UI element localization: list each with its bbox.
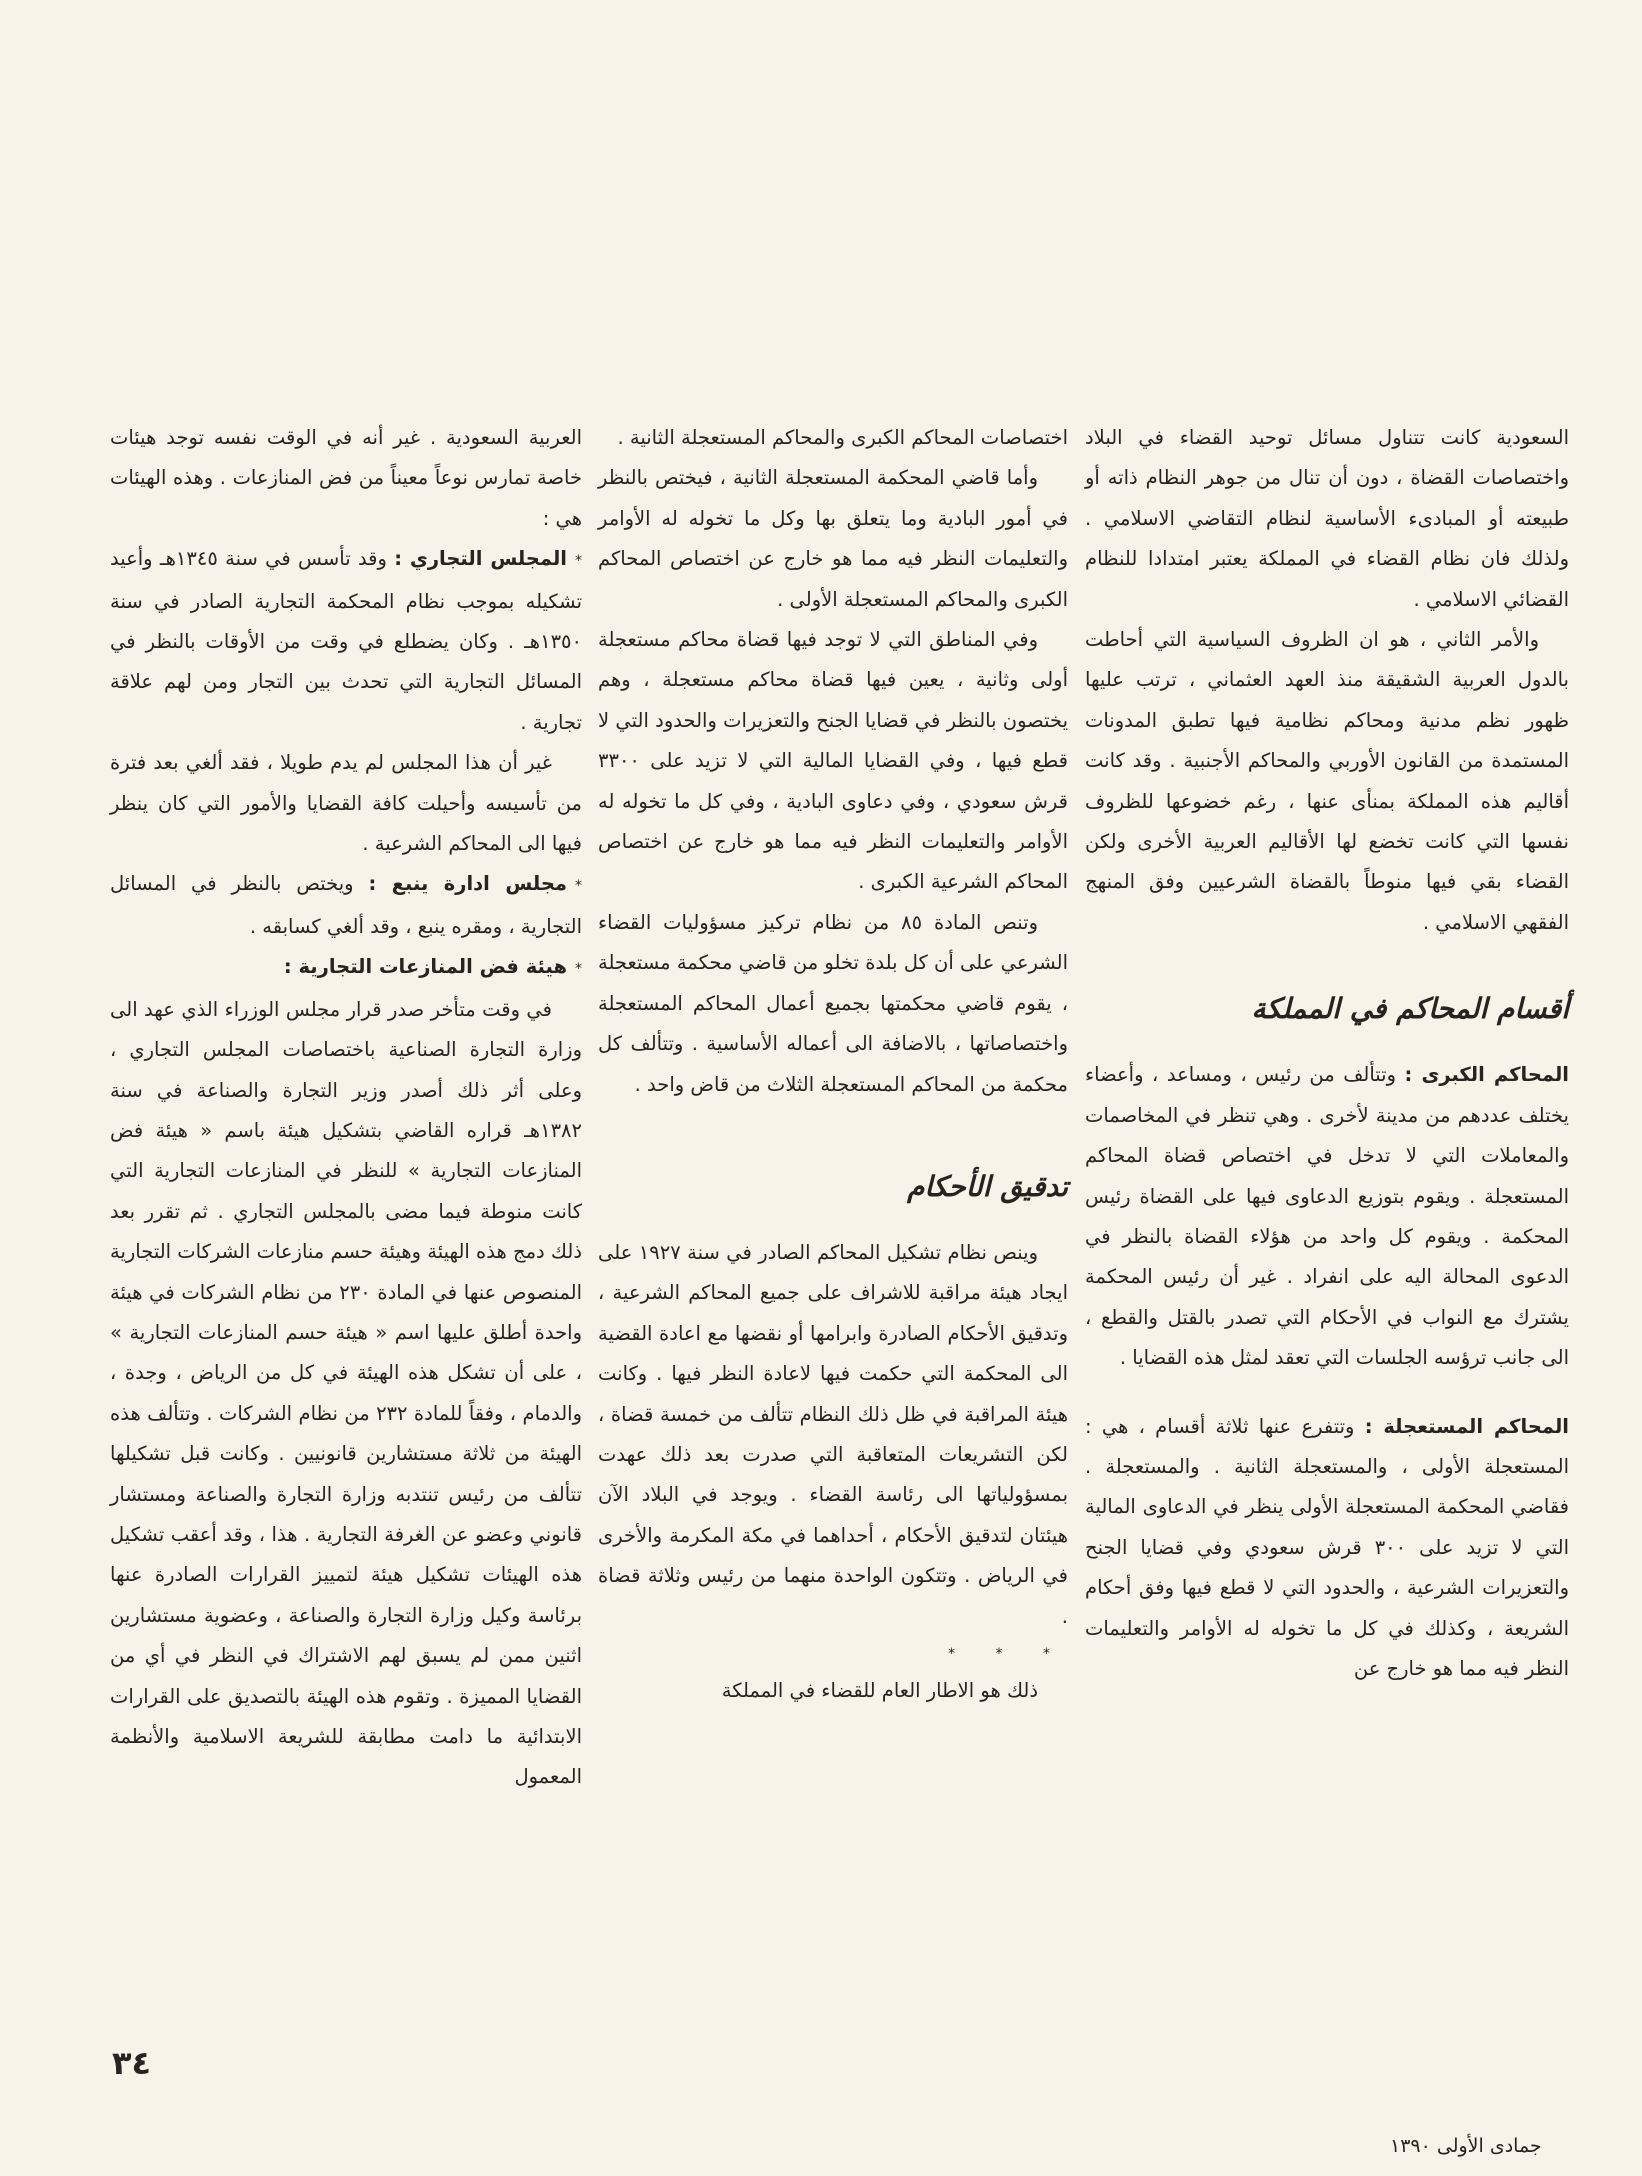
term-label: المحاكم الكبرى :: [1404, 1063, 1569, 1087]
paragraph: والأمر الثاني ، هو ان الظروف السياسية التي أحاطت بالدول العربية الشقيقة منذ العهد العثماني ، ترتب عليها ظهور نظم مدنية ومحاكم نظامية فيها تطبق المدونات المستمدة من القانون الأوربي والمحاكم الأجنبية . وقد كانت أقاليم هذه المملكة بمنأى عنها ، رغم خضوعها للظروف نفسها التي كانت تخضع لها الأقاليم العربية الأخرى ولكن القضاء بقي فيها منوطاً بالقضاة الشرعيين وفق المنهج الفقهي الاسلامي .: [1085, 628, 1569, 934]
paragraph: السعودية كانت تتناول مسائل توحيد القضاء في البلاد واختصاصات القضاة ، دون أن تنال من جوهر النظام ذاته أو طبيعته أو المبادىء الأساسية لنظام التقاضي الاسلامي . ولذلك فان نظام القضاء في المملكة يعتبر امتدادا للنظام القضائي الاسلامي .: [1085, 426, 1569, 611]
heading-text: أقسام المحاكم في المملكة: [1251, 992, 1569, 1026]
paragraph-text: وقد تأسس في سنة ١٣٤٥هـ وأعيد تشكيله بموجب نظام المحكمة التجارية الصادر في سنة ١٣٥٠هـ . وكان يضطلع في وقت من الأوقات بالنظر في المسائل التجارية التي تحدث بين التجار ومن لهم علاقة تجارية .: [110, 547, 582, 734]
paragraph: وتنص المادة ٨٥ من نظام تركيز مسؤوليات القضاء الشرعي على أن كل بلدة تخلو من قاضي محكمة مستعجلة ، يقوم قاضي محكمتها بجميع أعمال المحاكم المستعجلة واختصاصاتها ، بالاضافة الى أعماله الأساسية . وتتألف كل محكمة من المحاكم المستعجلة الثلاث من قاض واحد .: [598, 910, 1068, 1096]
paragraph: [110, 864, 582, 947]
spacer: [1085, 1379, 1569, 1407]
issue-date-footer: جمادى الأولى ١٣٩٠: [1390, 2135, 1542, 2157]
term-label: مجلس ادارة ينبع :: [368, 872, 567, 896]
paragraph: غير أن هذا المجلس لم يدم طويلا ، فقد ألغي بعد فترة من تأسيسه وأحيلت كافة القضايا والأمور التي كان ينظر فيها الى المحاكم الشرعية .: [110, 751, 582, 856]
section-divider-stars: * * *: [948, 1645, 1068, 1662]
term-label: المجلس التجاري :: [394, 547, 567, 571]
paragraph-text: وتتفرع عنها ثلاثة أقسام ، هي : المستعجلة الأولى ، والمستعجلة الثانية . والمستعجلة . فقاضي المحكمة المستعجلة الأولى ينظر في الدعاوى المالية التي لا تزيد على ٣٠٠ قرش سعودي وفي قضايا الجنح والتعزيرات الشرعية ، والحدود التي لا قطع فيها وفق أحكام الشريعة ، وكذلك في كل ما تخوله له الأوامر والتعليمات النظر فيه مما هو خارج عن: [1085, 1414, 1569, 1680]
section-heading: [1085, 987, 1569, 1031]
bullet-star: *: [575, 961, 582, 978]
paragraph: في وقت متأخر صدر قرار مجلس الوزراء الذي عهد الى وزارة التجارة الصناعية باختصاصات المجلس التجاري ، وعلى أثر ذلك أصدر وزير التجارة والصناعة في سنة ١٣٨٢هـ قراره القاضي بتشكيل هيئة باسم « هيئة فض المنازعات التجارية » للنظر في المنازعات التجارية التي كانت منوطة فيما مضى بالمجلس التجاري . ثم تقرر بعد ذلك دمج هذه الهيئة وهيئة حسم منازعات الشركات التجارية المنصوص عنها في المادة ٢٣٠ من نظام الشركات في هيئة واحدة أطلق عليها اسم « هيئة حسم المنازعات التجارية » ، على أن تشكل هذه الهيئة في كل من الرياض ، وجدة ، والدمام ، وفقاً للمادة ٢٣٢ من نظام الشركات . وتتألف هذه الهيئة من ثلاثة مستشارين قانونيين . وكانت قبل تشكيلها تتألف من رئيس تنتدبه وزارة التجارة والصناعة ومستشار قانوني وعضو عن الغرفة التجارية . هذا ، وقد أعقب تشكيل هذه الهيئات تشكيل هيئة لتمييز القرارات الصادرة عنها برئاسة وكيل وزارة التجارة والصناعة ، وعضوية مستشارين اثنين ممن لم يسبق لهم الاشتراك في النظر في أي من القضايا المميزة . وتقوم هذه الهيئة بالتصديق على القرارات الابتدائية ما دامت مطابقة للشريعة الاسلامية والأنظمة المعمول: [110, 997, 582, 1789]
paragraph: [1085, 1055, 1569, 1378]
bullet-star: *: [574, 553, 582, 570]
middle-column: [598, 418, 1068, 1711]
paragraph: وفي المناطق التي لا توجد فيها قضاة محاكم مستعجلة أولى وثانية ، يعين فيها قضاة محاكم مستعجلة ، وهم يختصون بالنظر في قضايا الجنح والتعزيرات والحدود التي لا قطع فيها ، وفي القضايا المالية التي لا تزيد على ٣٣٠٠ قرش سعودي ، وفي دعاوى البادية ، وفي كل ما تخوله له الأوامر والتعليمات النظر فيه مما هو خارج عن اختصاص المحاكم الشرعية الكبرى .: [598, 628, 1068, 894]
right-column: [1085, 418, 1569, 1689]
term-label: هيئة فض المنازعات التجارية :: [283, 955, 567, 979]
page-number: ٣٤: [112, 2044, 152, 2082]
paragraph: وأما قاضي المحكمة المستعجلة الثانية ، فيختص بالنظر في أمور البادية وما يتعلق بها وكل ما تخوله له الأوامر والتعليمات النظر فيه مما هو خارج عن اختصاص المحاكم الكبرى والمحاكم المستعجلة الأولى .: [598, 466, 1068, 611]
paragraph-text: وتتألف من رئيس ، ومساعد ، وأعضاء يختلف عددهم من مدينة لأخرى . وهي تنظر في المخاصمات والمعاملات التي لا تدخل في اختصاص قضاة المحاكم المستعجلة . ويقوم بتوزيع الدعاوى فيها على القضاة رئيس المحكمة . ويقوم كل واحد من هؤلاء القضاة بالنظر في الدعوى المحالة اليه على انفراد . غير أن رئيس المحكمة يشترك مع النواب في الأحكام التي تصدر بالقتل والقطع ، الى جانب ترؤسه الجلسات التي تعقد لمثل هذه القضايا .: [1085, 1063, 1569, 1370]
paragraph: [110, 539, 582, 743]
paragraph: [110, 947, 582, 989]
left-column: [110, 418, 582, 1798]
heading-text: تدقيق الأحكام: [907, 1169, 1068, 1203]
bullet-star: *: [575, 878, 582, 895]
paragraph: [1085, 1407, 1569, 1690]
paragraph: العربية السعودية . غير أنه في الوقت نفسه توجد هيئات خاصة تمارس نوعاً معيناً من فض المنازعات . وهذه الهيئات هي :: [110, 426, 582, 530]
paragraph: وينص نظام تشكيل المحاكم الصادر في سنة ١٩٢٧ على ايجاد هيئة مراقبة للاشراف على جميع المحاكم الشرعية ، وتدقيق الأحكام الصادرة وابرامها أو نقضها مع اعادة القضية الى المحكمة التي حكمت فيها لاعادة النظر فيها . وكانت هيئة المراقبة في ظل ذلك النظام تتألف من خمسة قضاة ، لكن التشريعات المتعاقبة التي صدرت بعد ذلك عهدت بمسؤولياتها الى رئاسة القضاء . ويوجد في البلاد الآن هيئتان لتدقيق الأحكام ، أحداهما في مكة المكرمة والأخرى في الرياض . وتتكون الواحدة منهما من رئيس وثلاثة قضاة .: [598, 1240, 1068, 1628]
paragraph-text: ويختص بالنظر في المسائل التجارية ، ومقره ينبع ، وقد ألغي كسابقه .: [110, 872, 582, 938]
paragraph: اختصاصات المحاكم الكبرى والمحاكم المستعجلة الثانية .: [617, 426, 1068, 449]
section-heading: [598, 1165, 1068, 1209]
term-label: المحاكم المستعجلة :: [1364, 1414, 1569, 1438]
paragraph: ذلك هو الاطار العام للقضاء في المملكة: [721, 1678, 1038, 1702]
